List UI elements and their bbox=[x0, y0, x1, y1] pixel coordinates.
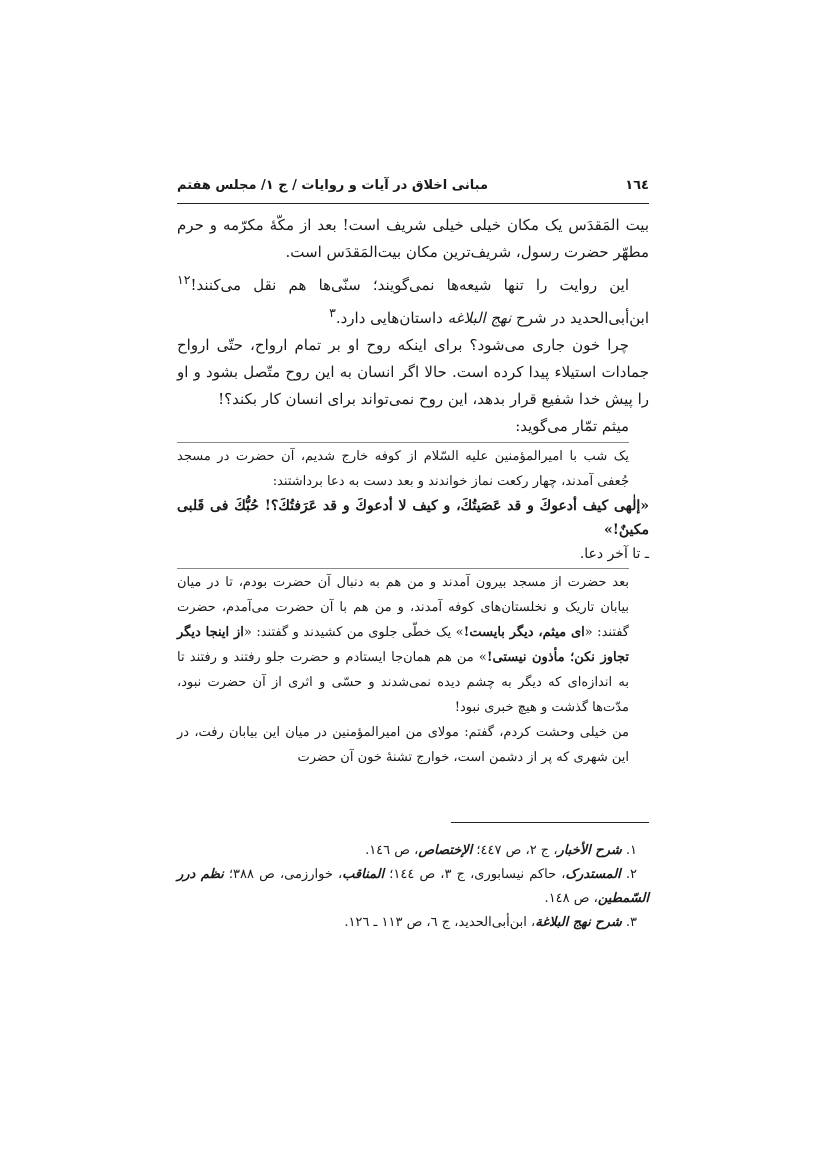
footnote-ref-3[interactable]: ٣ bbox=[329, 305, 336, 320]
paragraph-2-tail: ابن‌أبی‌الحديد bbox=[570, 309, 649, 327]
footnote-1-number: ١. bbox=[621, 843, 637, 858]
quote-block-1: يک شب با اميرالمؤمنين عليه السّلام از کوفه خارج شديم، آن حضرت در مسجد جُعفی آمدند، چهار رکعت نماز خواندند و بعد دست به دعا برداشتند: bbox=[177, 442, 629, 494]
footnote-2-number: ٢. bbox=[620, 867, 638, 882]
paragraph-3: چرا خون جاری می‌شود؟ برای اينکه روح او بر تمام ارواح، حتّی ارواح جمادات استيلاء پيدا کرده است. حالا اگر انسان به اين روح متّصل بشود و او را پيش خدا شفيع قرار بدهد، اين روح نمی‌تواند برای انسان کار بکند؟! bbox=[177, 336, 649, 408]
footnote-2-text-1: ، حاکم نيسابوری، ج ٣، ص ١٤٤؛ bbox=[384, 867, 566, 882]
footnote-2-text-2: ، خوارزمی، ص ٣٨٨؛ bbox=[223, 867, 343, 882]
paragraph-2-line-2-a: در شرح bbox=[511, 309, 566, 327]
footnote-3-source-1: شرح نهج البلاغة bbox=[535, 915, 622, 930]
paragraph-4: ميثم تمّار می‌گويد: bbox=[515, 417, 629, 435]
prayer-text: «إلٰهی كيف أدعوكَ و قد عَصَيتُكَ، و كيف لا أدعوكَ و قد عَرَفتُكَ؟! حُبُّكَ فی قَلبی مكينٌ!» bbox=[177, 498, 649, 538]
paragraph-1 bbox=[177, 212, 649, 266]
footnote-1 bbox=[177, 839, 649, 863]
footnote-3-number: ٣. bbox=[621, 915, 637, 930]
footnote-1-source-1: شرح الأخبار bbox=[557, 843, 622, 858]
footnotes bbox=[177, 839, 649, 935]
paragraph-2-text: اين روايت را تنها شيعه‌ها نمی‌گويند؛ سنّی‌ها هم نقل می‌کنند! bbox=[190, 276, 629, 294]
running-header bbox=[177, 174, 649, 196]
quote-2-bold-2: از اينجا ديگر تجاوز نکن؛ مأذون نيستی! bbox=[177, 625, 630, 665]
quote-block-2 bbox=[177, 568, 629, 720]
footnote-2-source-2: المناقب bbox=[342, 867, 385, 882]
footnote-1-text-2: ، ص ١٤٦. bbox=[365, 843, 419, 858]
quote-2-part-c: » يک خطّی جلوی من کشيدند و گفتند: « bbox=[243, 625, 464, 640]
main-text bbox=[177, 212, 649, 770]
page-number: ١٦٤ bbox=[625, 177, 649, 193]
prayer-tail: ـ تا آخر دعا. bbox=[579, 546, 649, 562]
paragraph-2-line-2-b: داستان‌هايی دارد. bbox=[335, 309, 448, 327]
footnote-3-text-1: ، ابن‌أبی‌الحديد، ج ٦، ص ١١٣ ـ ١٢٦. bbox=[344, 915, 536, 930]
running-title: مبانى اخلاق در آيات و روايات / ج ١/ مجلس هفتم bbox=[177, 177, 488, 193]
paragraph-1-line-2: حضرت رسول، شريف‌ترين مکان بيت‌المَقدَس است. bbox=[285, 243, 609, 261]
footnote-ref-1[interactable]: ١ bbox=[177, 272, 184, 287]
footnote-2-text-3: ، ص ١٤٨. bbox=[544, 891, 598, 906]
paragraph-2 bbox=[177, 266, 649, 332]
footnote-rule bbox=[451, 822, 649, 823]
book-title: نهج البلاغه bbox=[447, 309, 512, 327]
header-rule bbox=[177, 203, 649, 204]
paragraph-1-line-1: بيت المَقدَس يک مکان خيلی خيلی شريف است! بعد از مکّهٔ مکرّمه و حرم مطهّر bbox=[177, 216, 649, 261]
footnote-1-source-2: الإختصاص bbox=[418, 843, 473, 858]
footnote-1-text-1: ، ج ٢، ص ٤٤٧؛ bbox=[472, 843, 558, 858]
footnote-ref-2[interactable]: ٢ bbox=[183, 272, 191, 287]
footnote-2-source-3: نظم درر السّمطين bbox=[177, 867, 649, 906]
footnote-2 bbox=[177, 863, 649, 911]
quote-2-part-a: بعد حضرت از مسجد بيرون آمدند و من هم به دنبال آن حضرت بودم، تا در ميان بيابان تاريک و نخلستان‌های کوفه آمدند، و من هم با آن حضرت می‌آمدم، حضرت گفتند: « bbox=[177, 575, 630, 640]
footnote-2-source-1: المستدرک bbox=[565, 867, 621, 882]
quote-block-3: من خيلی وحشت کردم، گفتم: مولای من اميرالمؤمنين در ميان اين بيابان رفت، در اين شهری که پر از دشمن است، خوارج تشنهٔ خون آن حضرت bbox=[177, 725, 629, 765]
quote-2-part-d: » من هم همان‌جا ايستادم و حضرت جلو رفتند و رفتند تا به اندازه‌ای که ديگر به چشم ديده نمی‌شدند و حسّی و اثری از آن حضرت نبود، مدّت‌ها گذشت و هيچ خبری نبود! bbox=[177, 650, 629, 715]
footnote-3 bbox=[177, 911, 649, 935]
quote-2-bold-1: ای ميثم، ديگر بايست! bbox=[463, 625, 585, 640]
